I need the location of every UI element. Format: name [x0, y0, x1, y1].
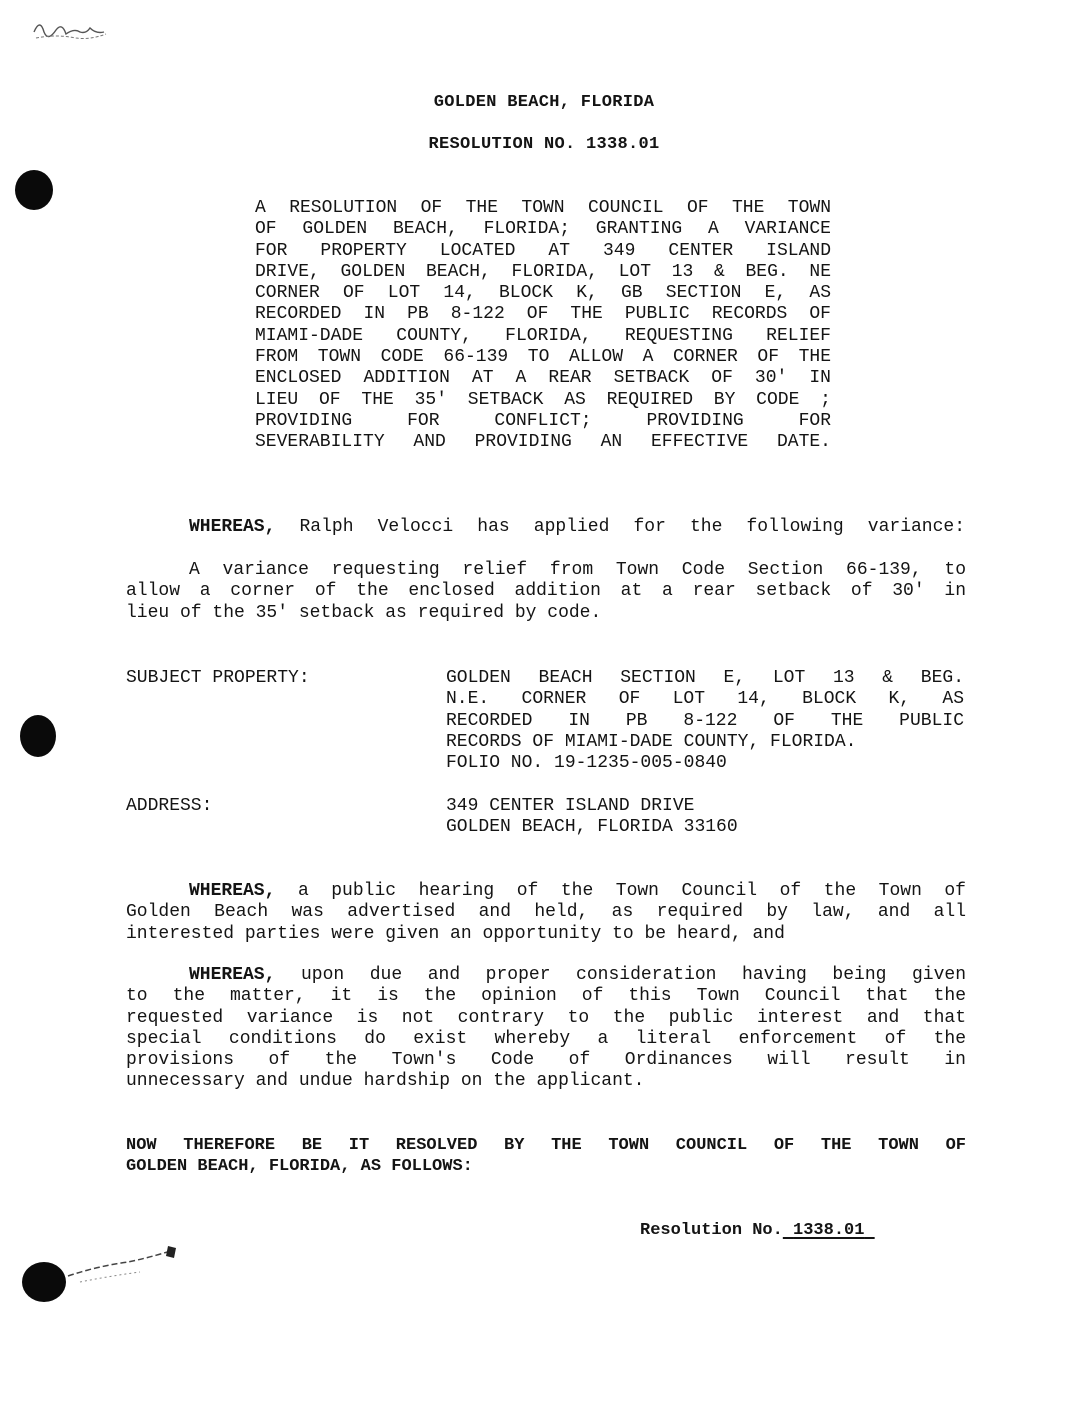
property-line: RECORDED IN PB 8-122 OF THE PUBLIC: [446, 710, 964, 731]
abstract-line: A RESOLUTION OF THE TOWN COUNCIL OF THE TOWN: [255, 198, 831, 218]
abstract-line: RECORDED IN PB 8-122 OF THE PUBLIC RECORDS OF: [255, 304, 831, 325]
resolution-abstract: [255, 198, 831, 454]
address-line: GOLDEN BEACH, FLORIDA 33160: [446, 817, 738, 838]
whereas-line: unnecessary and undue hardship on the applicant.: [126, 1071, 645, 1092]
address-line: 349 CENTER ISLAND DRIVE: [446, 796, 695, 816]
whereas-public-hearing: [126, 881, 966, 945]
abstract-line: PROVIDING FOR CONFLICT; PROVIDING FOR: [255, 410, 831, 431]
variance-line: allow a corner of the enclosed addition at a rear setback of 30' in: [126, 581, 966, 602]
whereas-line: Golden Beach was advertised and held, as required by law, and all: [126, 902, 966, 923]
resolved-clause: [126, 1135, 966, 1178]
abstract-line: ENCLOSED ADDITION AT A REAR SETBACK OF 30' IN: [255, 368, 831, 389]
whereas-applicant: [189, 517, 965, 538]
whereas-lead: WHEREAS,: [189, 517, 276, 537]
footer-label: Resolution No.: [640, 1221, 783, 1240]
property-line: FOLIO NO. 19-1235-005-0840: [446, 753, 727, 774]
whereas-line: to the matter, it is the opinion of this Town Council that the: [126, 986, 966, 1007]
address-value: [446, 796, 964, 839]
whereas-line: interested parties were given an opportunity to be heard, and: [126, 923, 785, 944]
abstract-line: DRIVE, GOLDEN BEACH, FLORIDA, LOT 13 & BEG. NE: [255, 261, 831, 282]
abstract-line: MIAMI-DADE COUNTY, FLORIDA, REQUESTING RELIEF: [255, 325, 831, 346]
footer-number: 1338.01: [793, 1221, 865, 1240]
abstract-line: FROM TOWN CODE 66-139 TO ALLOW A CORNER OF THE: [255, 347, 831, 368]
property-line: N.E. CORNER OF LOT 14, BLOCK K, AS: [446, 689, 964, 710]
scribble-mark-top-left: [28, 12, 118, 48]
variance-line: A variance requesting relief from Town Code Section 66-139, to: [189, 560, 966, 580]
whereas-text: Ralph Velocci has applied for the following variance:: [275, 517, 965, 537]
address-label: ADDRESS:: [126, 796, 213, 816]
punch-hole-middle: [20, 715, 56, 757]
scribble-mark-bottom-left: [60, 1240, 190, 1290]
whereas-text: a public hearing of the Town Council of the Town of: [275, 881, 966, 901]
whereas-line: requested variance is not contrary to the public interest and that: [126, 1007, 966, 1028]
whereas-lead: WHEREAS,: [189, 881, 276, 901]
subject-property-value: [446, 668, 964, 774]
resolution-heading: RESOLUTION NO. 1338.01: [428, 135, 660, 154]
abstract-line: LIEU OF THE 35' SETBACK AS REQUIRED BY CODE ;: [255, 389, 831, 410]
abstract-line: OF GOLDEN BEACH, FLORIDA; GRANTING A VARIANCE: [255, 219, 831, 240]
punch-hole-top: [15, 170, 53, 210]
whereas-text: upon due and proper consideration having being given: [275, 965, 966, 985]
resolved-line: GOLDEN BEACH, FLORIDA, AS FOLLOWS:: [126, 1157, 473, 1177]
variance-description: [126, 560, 966, 624]
resolved-line: NOW THEREFORE BE IT RESOLVED BY THE TOWN COUNCIL OF THE TOWN OF: [126, 1136, 966, 1155]
abstract-line: CORNER OF LOT 14, BLOCK K, GB SECTION E, AS: [255, 283, 831, 304]
property-line: RECORDS OF MIAMI-DADE COUNTY, FLORIDA.: [446, 731, 857, 752]
footer-resolution-number: [640, 1221, 875, 1240]
document-title: GOLDEN BEACH, FLORIDA: [433, 93, 655, 112]
whereas-line: special conditions do exist whereby a literal enforcement of the: [126, 1028, 966, 1049]
subject-property-label: SUBJECT PROPERTY:: [126, 668, 310, 688]
whereas-line: provisions of the Town's Code of Ordinances will result in: [126, 1050, 966, 1071]
abstract-line: SEVERABILITY AND PROVIDING AN EFFECTIVE DATE.: [255, 432, 831, 453]
whereas-consideration: [126, 965, 966, 1093]
variance-line: lieu of the 35' setback as required by code.: [126, 602, 602, 623]
property-line: GOLDEN BEACH SECTION E, LOT 13 & BEG.: [446, 668, 964, 688]
whereas-lead: WHEREAS,: [189, 965, 276, 985]
abstract-line: FOR PROPERTY LOCATED AT 349 CENTER ISLAND: [255, 240, 831, 261]
